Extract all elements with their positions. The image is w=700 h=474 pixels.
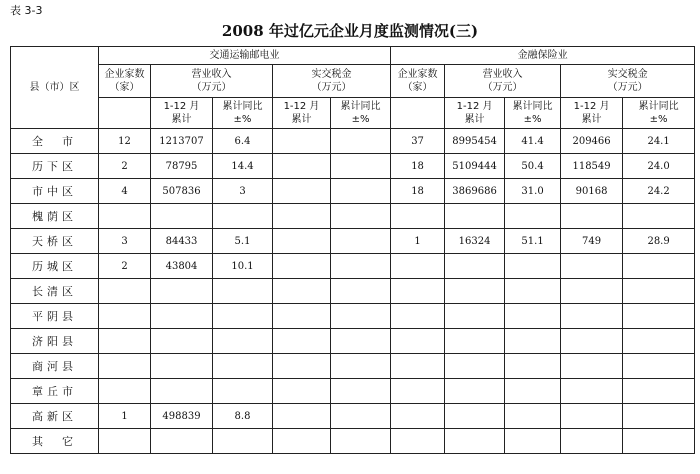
table-cell xyxy=(623,279,695,304)
table-cell xyxy=(151,204,213,229)
transport-tax-yoy-header xyxy=(331,98,391,129)
table-cell xyxy=(331,279,391,304)
table-cell xyxy=(273,304,331,329)
table-cell: 37 xyxy=(391,129,445,154)
table-cell xyxy=(623,429,695,454)
count-unit: （家） xyxy=(109,82,140,93)
table-cell: 16324 xyxy=(445,229,505,254)
table-cell xyxy=(331,429,391,454)
table-cell xyxy=(331,179,391,204)
table-cell xyxy=(391,279,445,304)
tax-unit: （万元） xyxy=(607,82,648,93)
finance-tax-header xyxy=(561,65,695,98)
table-row xyxy=(11,329,695,354)
table-cell: 84433 xyxy=(151,229,213,254)
revenue-label: 营业收入 xyxy=(191,69,232,80)
table-cell xyxy=(331,204,391,229)
table-cell xyxy=(445,429,505,454)
county-name-cell: 章丘市 xyxy=(11,379,99,404)
transport-rev-yoy-header xyxy=(213,98,273,129)
table-row xyxy=(11,279,695,304)
table-cell xyxy=(273,204,331,229)
table-cell xyxy=(331,229,391,254)
table-cell xyxy=(213,204,273,229)
header-sub-label: 1-12 月 xyxy=(456,101,493,112)
county-name-cell: 历下区 xyxy=(11,154,99,179)
table-cell: 50.4 xyxy=(505,154,561,179)
table-cell xyxy=(273,404,331,429)
table-cell xyxy=(273,379,331,404)
table-cell xyxy=(213,429,273,454)
table-cell xyxy=(99,354,151,379)
header-sub-label: 累计同比 xyxy=(222,101,263,112)
transport-rev-cum-header xyxy=(151,98,213,129)
tax-unit: （万元） xyxy=(311,82,352,93)
table-cell: 12 xyxy=(99,129,151,154)
table-cell: 507836 xyxy=(151,179,213,204)
monitoring-table xyxy=(10,46,695,454)
table-cell xyxy=(445,254,505,279)
header-sub-label: 1-12 月 xyxy=(573,101,610,112)
table-cell xyxy=(151,379,213,404)
header-sub-label: 累计 xyxy=(464,114,485,125)
table-cell xyxy=(561,304,623,329)
table-cell xyxy=(273,429,331,454)
table-cell: 2 xyxy=(99,154,151,179)
group-transport-header: 交通运输邮电业 xyxy=(99,47,391,65)
table-cell: 209466 xyxy=(561,129,623,154)
table-cell xyxy=(213,379,273,404)
table-row xyxy=(11,154,695,179)
table-cell: 2 xyxy=(99,254,151,279)
table-cell xyxy=(331,154,391,179)
table-cell xyxy=(623,254,695,279)
finance-tax-yoy-header xyxy=(623,98,695,129)
table-cell: 5.1 xyxy=(213,229,273,254)
table-row xyxy=(11,129,695,154)
table-row xyxy=(11,179,695,204)
table-cell xyxy=(505,304,561,329)
table-cell xyxy=(273,354,331,379)
table-cell: 18 xyxy=(391,154,445,179)
table-cell xyxy=(561,379,623,404)
header-sub-label: 累计同比 xyxy=(512,101,553,112)
table-cell xyxy=(273,279,331,304)
table-cell xyxy=(561,254,623,279)
table-cell xyxy=(505,379,561,404)
transport-revenue-header xyxy=(151,65,273,98)
finance-count-header xyxy=(391,65,445,98)
county-name-cell: 全 市 xyxy=(11,129,99,154)
header-sub-label: 累计同比 xyxy=(638,101,679,112)
header-sub-label: 累计 xyxy=(581,114,602,125)
header-sub-label: ±% xyxy=(649,114,668,125)
table-cell: 5109444 xyxy=(445,154,505,179)
county-header: 县（市）区 xyxy=(11,47,99,129)
page-title: 2008 年过亿元企业月度监测情况(三) xyxy=(221,22,479,40)
table-cell: 8995454 xyxy=(445,129,505,154)
table-cell xyxy=(99,204,151,229)
table-cell: 31.0 xyxy=(505,179,561,204)
table-cell: 1213707 xyxy=(151,129,213,154)
header-sub-label: ±% xyxy=(523,114,542,125)
table-cell xyxy=(151,329,213,354)
county-name-cell: 其 它 xyxy=(11,429,99,454)
table-cell xyxy=(99,279,151,304)
table-cell: 78795 xyxy=(151,154,213,179)
table-cell xyxy=(623,329,695,354)
table-cell xyxy=(561,329,623,354)
table-cell xyxy=(505,404,561,429)
table-cell xyxy=(151,304,213,329)
table-cell xyxy=(273,229,331,254)
table-cell xyxy=(213,279,273,304)
table-cell: 14.4 xyxy=(213,154,273,179)
county-name-cell: 历城区 xyxy=(11,254,99,279)
header-sub-label: ±% xyxy=(233,114,252,125)
table-row xyxy=(11,429,695,454)
county-name-cell: 商河县 xyxy=(11,354,99,379)
finance-rev-yoy-header xyxy=(505,98,561,129)
table-cell: 8.8 xyxy=(213,404,273,429)
county-name-cell: 平阴县 xyxy=(11,304,99,329)
table-cell xyxy=(99,429,151,454)
table-cell xyxy=(623,379,695,404)
transport-count-header xyxy=(99,65,151,98)
table-cell xyxy=(331,129,391,154)
table-cell xyxy=(273,129,331,154)
count-label: 企业家数 xyxy=(397,69,438,80)
table-cell xyxy=(445,329,505,354)
table-label: 表 3-3 xyxy=(10,4,43,17)
table-row xyxy=(11,379,695,404)
county-name-cell: 长清区 xyxy=(11,279,99,304)
table-cell xyxy=(505,429,561,454)
table-row xyxy=(11,304,695,329)
revenue-unit: （万元） xyxy=(482,82,523,93)
table-cell xyxy=(273,329,331,354)
finance-count-sub xyxy=(391,98,445,129)
table-cell: 3 xyxy=(213,179,273,204)
table-cell: 28.9 xyxy=(623,229,695,254)
table-cell xyxy=(213,304,273,329)
table-cell: 24.0 xyxy=(623,154,695,179)
table-cell xyxy=(391,379,445,404)
table-cell xyxy=(445,354,505,379)
county-name-cell: 市中区 xyxy=(11,179,99,204)
table-cell: 118549 xyxy=(561,154,623,179)
table-cell xyxy=(151,429,213,454)
finance-tax-cum-header xyxy=(561,98,623,129)
tax-label: 实交税金 xyxy=(607,69,648,80)
table-cell: 10.1 xyxy=(213,254,273,279)
table-cell xyxy=(331,254,391,279)
table-cell: 749 xyxy=(561,229,623,254)
table-cell xyxy=(561,204,623,229)
transport-tax-header xyxy=(273,65,391,98)
table-cell: 4 xyxy=(99,179,151,204)
table-cell xyxy=(151,279,213,304)
county-name-cell: 天桥区 xyxy=(11,229,99,254)
table-cell xyxy=(331,329,391,354)
table-cell xyxy=(99,379,151,404)
count-unit: （家） xyxy=(402,82,433,93)
table-cell: 3 xyxy=(99,229,151,254)
table-row xyxy=(11,204,695,229)
table-cell: 3869686 xyxy=(445,179,505,204)
table-cell: 43804 xyxy=(151,254,213,279)
table-row xyxy=(11,254,695,279)
table-cell xyxy=(505,354,561,379)
county-name-cell: 济阳县 xyxy=(11,329,99,354)
finance-revenue-header xyxy=(445,65,561,98)
table-cell: 1 xyxy=(391,229,445,254)
count-label: 企业家数 xyxy=(104,69,145,80)
table-cell xyxy=(391,254,445,279)
table-cell xyxy=(99,304,151,329)
table-cell xyxy=(331,404,391,429)
tax-label: 实交税金 xyxy=(311,69,352,80)
table-cell xyxy=(505,329,561,354)
table-cell xyxy=(273,254,331,279)
table-cell xyxy=(391,329,445,354)
table-cell xyxy=(99,329,151,354)
table-row xyxy=(11,229,695,254)
table-cell: 6.4 xyxy=(213,129,273,154)
table-cell xyxy=(391,404,445,429)
table-cell xyxy=(623,304,695,329)
table-cell xyxy=(391,429,445,454)
header-sub-label: 累计同比 xyxy=(340,101,381,112)
table-cell xyxy=(273,179,331,204)
table-cell xyxy=(331,354,391,379)
transport-tax-cum-header xyxy=(273,98,331,129)
header-sub-label: 1-12 月 xyxy=(163,101,200,112)
header-sub-label: 累计 xyxy=(171,114,192,125)
table-cell xyxy=(445,204,505,229)
group-finance-header: 金融保险业 xyxy=(391,47,695,65)
table-cell xyxy=(445,404,505,429)
table-cell xyxy=(273,154,331,179)
revenue-label: 营业收入 xyxy=(482,69,523,80)
header-sub-label: ±% xyxy=(351,114,370,125)
transport-count-sub xyxy=(99,98,151,129)
table-cell: 90168 xyxy=(561,179,623,204)
table-cell xyxy=(561,429,623,454)
table-cell xyxy=(331,379,391,404)
table-cell xyxy=(561,404,623,429)
table-row xyxy=(11,354,695,379)
table-cell: 41.4 xyxy=(505,129,561,154)
table-cell xyxy=(213,329,273,354)
table-cell xyxy=(445,379,505,404)
table-cell xyxy=(331,304,391,329)
table-cell: 498839 xyxy=(151,404,213,429)
table-cell xyxy=(445,279,505,304)
table-row xyxy=(11,404,695,429)
table-cell: 51.1 xyxy=(505,229,561,254)
table-cell: 18 xyxy=(391,179,445,204)
table-cell: 24.2 xyxy=(623,179,695,204)
county-name-cell: 高新区 xyxy=(11,404,99,429)
table-cell xyxy=(505,204,561,229)
header-sub-label: 累计 xyxy=(291,114,312,125)
table-cell xyxy=(623,354,695,379)
table-cell xyxy=(391,304,445,329)
header-sub-label: 1-12 月 xyxy=(283,101,320,112)
table-cell xyxy=(445,304,505,329)
county-name-cell: 槐荫区 xyxy=(11,204,99,229)
table-cell: 24.1 xyxy=(623,129,695,154)
table-cell xyxy=(505,254,561,279)
table-cell xyxy=(391,204,445,229)
table-cell xyxy=(623,204,695,229)
table-cell xyxy=(505,279,561,304)
table-cell xyxy=(561,354,623,379)
table-cell xyxy=(213,354,273,379)
revenue-unit: （万元） xyxy=(191,82,232,93)
table-cell xyxy=(391,354,445,379)
table-cell xyxy=(623,404,695,429)
table-cell xyxy=(561,279,623,304)
finance-rev-cum-header xyxy=(445,98,505,129)
table-cell xyxy=(151,354,213,379)
table-cell: 1 xyxy=(99,404,151,429)
